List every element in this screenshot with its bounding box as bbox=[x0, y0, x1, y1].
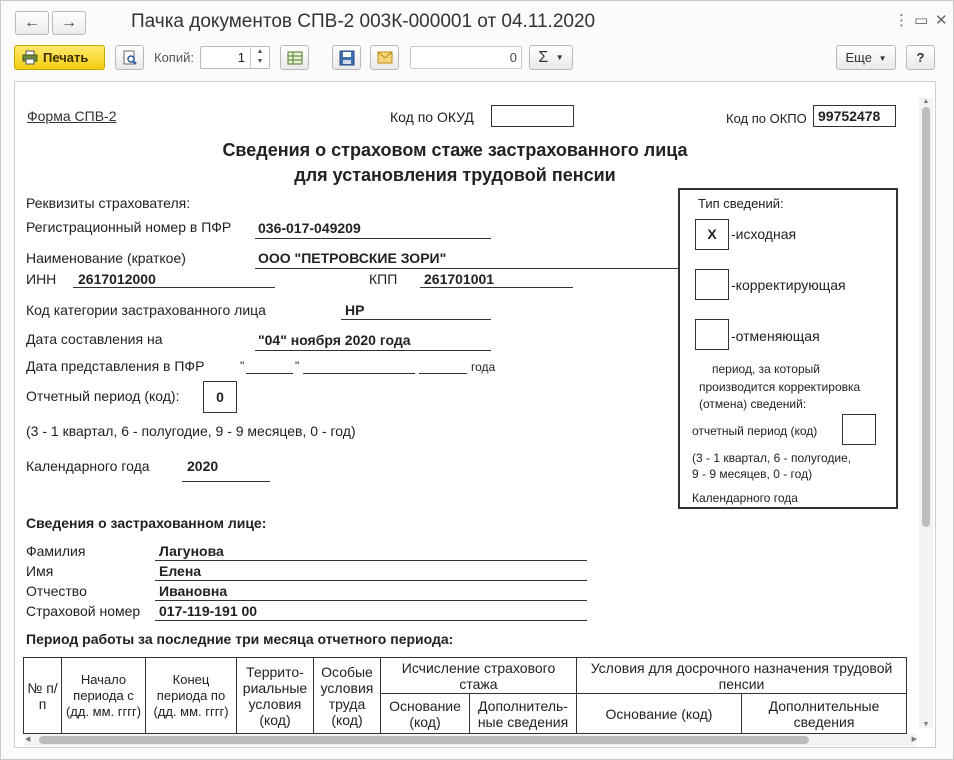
magnifier-page-icon bbox=[122, 50, 138, 66]
close-icon[interactable]: ✕ bbox=[935, 12, 948, 29]
reg-number-value: 036-017-049209 bbox=[258, 220, 361, 236]
spreadsheet-icon bbox=[287, 50, 303, 66]
vertical-scroll-thumb[interactable] bbox=[922, 107, 930, 527]
category-label: Код категории застрахованного лица bbox=[26, 302, 266, 318]
initial-checkbox bbox=[695, 219, 729, 250]
more-dropdown[interactable] bbox=[836, 45, 896, 70]
copies-input[interactable] bbox=[200, 46, 270, 69]
sum-field bbox=[410, 46, 522, 69]
okpo-value: 99752478 bbox=[818, 108, 881, 124]
name-label: Наименование (краткое) bbox=[26, 250, 186, 266]
submit-date-quote-close: " bbox=[295, 359, 300, 373]
arrow-left-icon: ← bbox=[24, 14, 40, 31]
copies-label: Копий: bbox=[154, 50, 194, 65]
menu-icon[interactable]: ⋮ bbox=[894, 12, 909, 29]
scroll-up-icon[interactable]: ▲ bbox=[922, 98, 930, 105]
col-early-extra: Дополнительные сведения bbox=[742, 694, 907, 734]
kpp-value: 261701001 bbox=[424, 271, 495, 287]
category-underline bbox=[341, 319, 491, 320]
cancel-checkbox bbox=[695, 319, 729, 350]
col-period-start: Начало периода с (дд. мм. гггг) bbox=[62, 658, 146, 734]
first-name-label: Имя bbox=[26, 563, 54, 579]
send-email-button[interactable] bbox=[370, 45, 399, 70]
help-button[interactable] bbox=[906, 45, 935, 70]
restore-icon[interactable]: ▭ bbox=[914, 12, 929, 29]
form-title: Сведения о страховом стаже застрахованного лица bbox=[222, 140, 688, 160]
inn-value: 2617012000 bbox=[78, 271, 156, 287]
scroll-left-icon[interactable]: ◀ bbox=[25, 736, 31, 743]
surname-label: Фамилия bbox=[26, 543, 86, 559]
printable-form bbox=[14, 81, 936, 748]
okpo-label: Код по ОКПО bbox=[726, 111, 807, 126]
work-period-table bbox=[23, 657, 907, 734]
okpo-box bbox=[813, 105, 896, 127]
sum-value: 0 bbox=[509, 50, 517, 65]
first-name-value: Елена bbox=[159, 563, 202, 579]
horizontal-scroll-thumb[interactable] bbox=[39, 736, 809, 744]
calendar-year-label: Календарного года bbox=[26, 458, 150, 474]
cancel-label: -отменяющая bbox=[731, 328, 820, 344]
period-hint-line2: 9 - 9 месяцев, 0 - год) bbox=[692, 467, 813, 481]
col-calc-extra: Дополнитель- ные сведения bbox=[470, 694, 577, 734]
period-hint: (3 - 1 квартал, 6 - полугодие, 9 - 9 месяцев, 0 - год) bbox=[26, 423, 356, 439]
calendar-year-underline bbox=[182, 481, 270, 482]
print-button[interactable] bbox=[14, 45, 105, 70]
period-box bbox=[203, 381, 237, 413]
correction-note-line3: (отмена) сведений: bbox=[699, 397, 807, 411]
forward-button[interactable] bbox=[52, 11, 86, 35]
form-subtitle: для установления трудовой пенсии bbox=[294, 165, 616, 185]
submit-day-underline bbox=[246, 373, 293, 374]
category-value: НР bbox=[345, 302, 365, 318]
save-button[interactable] bbox=[332, 45, 361, 70]
col-period-end: Конец периода по (дд. мм. гггг) bbox=[146, 658, 237, 734]
stepper-down-icon[interactable]: ▼ bbox=[256, 58, 264, 65]
first-name-underline bbox=[155, 580, 587, 581]
okud-label: Код по ОКУД bbox=[390, 109, 474, 125]
kpp-label: КПП bbox=[369, 271, 398, 287]
name-value: ООО "ПЕТРОВСКИЕ ЗОРИ" bbox=[258, 250, 447, 266]
sheet-settings-button[interactable] bbox=[280, 45, 309, 70]
compile-date-value: "04" ноября 2020 года bbox=[258, 332, 411, 348]
help-icon: ? bbox=[916, 50, 925, 65]
arrow-right-icon: → bbox=[61, 14, 77, 31]
compile-date-underline bbox=[255, 350, 491, 351]
floppy-icon bbox=[339, 50, 355, 66]
connector-line bbox=[573, 268, 679, 269]
scroll-right-icon[interactable]: ▶ bbox=[911, 736, 917, 743]
col-calc-basis: Основание (код) bbox=[381, 694, 470, 734]
envelope-icon bbox=[377, 51, 393, 64]
sum-mode-dropdown[interactable] bbox=[529, 45, 573, 70]
info-type-panel bbox=[678, 188, 898, 509]
snils-value: 017-119-191 00 bbox=[159, 603, 258, 619]
copies-stepper[interactable] bbox=[250, 47, 269, 68]
reg-number-label: Регистрационный номер в ПФР bbox=[26, 219, 232, 235]
info-type-header: Тип сведений: bbox=[698, 196, 784, 211]
submit-date-label: Дата представления в ПФР bbox=[26, 358, 205, 374]
initial-mark: X bbox=[707, 226, 717, 242]
vertical-scrollbar[interactable] bbox=[919, 98, 933, 728]
copies-value: 1 bbox=[237, 50, 245, 65]
corrective-checkbox bbox=[695, 269, 729, 300]
period-label: Отчетный период (код): bbox=[26, 388, 180, 404]
period-hint-line1: (3 - 1 квартал, 6 - полугодие, bbox=[692, 451, 852, 465]
scroll-down-icon[interactable]: ▼ bbox=[922, 721, 930, 728]
print-button-label: Печать bbox=[43, 50, 89, 65]
correction-note-line1: период, за который bbox=[712, 362, 820, 376]
submit-month-underline bbox=[303, 373, 415, 374]
surname-value: Лагунова bbox=[159, 543, 224, 559]
col-number: № п/п bbox=[24, 658, 62, 734]
col-calc-group: Исчисление страхового стажа bbox=[381, 658, 577, 694]
col-early-basis: Основание (код) bbox=[577, 694, 742, 734]
col-early-group: Условия для досрочного назначения трудовой пенсии bbox=[577, 658, 907, 694]
patronymic-underline bbox=[155, 600, 587, 601]
inn-label: ИНН bbox=[26, 271, 57, 287]
inn-underline bbox=[73, 287, 275, 288]
sigma-icon: Σ bbox=[538, 49, 549, 66]
patronymic-value: Ивановна bbox=[159, 583, 228, 599]
period-value: 0 bbox=[216, 389, 224, 405]
calendar-year-value: 2020 bbox=[187, 458, 219, 474]
correction-year-label: Календарного года bbox=[692, 491, 798, 505]
printer-icon bbox=[22, 50, 38, 65]
submit-year-underline bbox=[419, 373, 467, 374]
report-period-box bbox=[842, 414, 876, 445]
preview-button[interactable] bbox=[115, 45, 144, 70]
corrective-label: -корректирующая bbox=[731, 277, 846, 293]
submit-date-quote-open: " bbox=[240, 359, 245, 373]
window-title: Пачка документов СПВ-2 003К-000001 от 04.11.2020 bbox=[131, 11, 596, 32]
kpp-underline bbox=[420, 287, 573, 288]
initial-label: -исходная bbox=[731, 226, 797, 242]
col-special: Особые условия труда (код) bbox=[314, 658, 381, 734]
snils-label: Страховой номер bbox=[26, 603, 141, 619]
okud-box bbox=[491, 105, 574, 127]
report-period-label: отчетный период (код) bbox=[692, 424, 818, 438]
patronymic-label: Отчество bbox=[26, 583, 87, 599]
horizontal-scrollbar[interactable] bbox=[25, 734, 917, 746]
compile-date-label: Дата составления на bbox=[26, 331, 163, 347]
chevron-down-icon: ▼ bbox=[878, 54, 887, 64]
submit-year-word: года bbox=[471, 360, 496, 374]
person-header: Сведения о застрахованном лице: bbox=[26, 515, 267, 531]
correction-note-line2: производится корректировка bbox=[699, 380, 861, 394]
more-label: Еще bbox=[845, 50, 872, 65]
reg-number-underline bbox=[255, 238, 491, 239]
chevron-down-icon: ▼ bbox=[555, 53, 564, 63]
work-period-header: Период работы за последние три месяца отчетного периода: bbox=[26, 631, 454, 647]
insurer-header: Реквизиты страхователя: bbox=[26, 195, 191, 211]
surname-underline bbox=[155, 560, 587, 561]
stepper-up-icon[interactable]: ▲ bbox=[256, 48, 264, 55]
snils-underline bbox=[155, 620, 587, 621]
col-territory: Террито- риальные условия (код) bbox=[237, 658, 314, 734]
form-link[interactable]: Форма СПВ-2 bbox=[27, 108, 117, 124]
back-button[interactable] bbox=[15, 11, 49, 35]
